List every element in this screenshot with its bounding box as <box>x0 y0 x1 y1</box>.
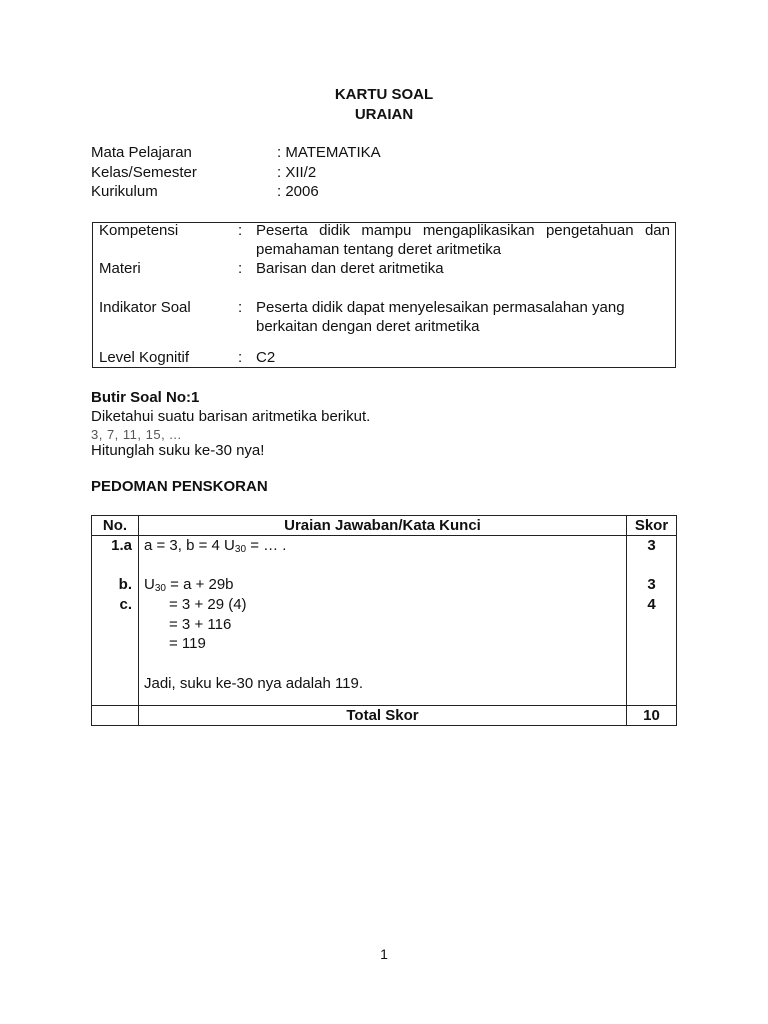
indicator-line-2: berkaitan dengan deret aritmetika <box>256 318 480 335</box>
answer-line-3-subscript: 30 <box>154 583 166 595</box>
score-item <box>627 654 676 674</box>
material-value: Barisan dan deret aritmetika <box>256 260 444 277</box>
number-item <box>92 556 138 576</box>
score-item: 4 <box>647 596 656 614</box>
score-cell <box>627 536 677 706</box>
answer-conclusion: Jadi, suku ke-30 nya adalah 119. <box>144 674 364 692</box>
number-item <box>92 615 138 635</box>
scoring-table <box>91 515 677 726</box>
subject-label: Mata Pelajaran <box>91 144 192 161</box>
answer-line-3 <box>139 575 626 595</box>
scoring-body-row <box>92 536 677 706</box>
answer-line-6: = 119 <box>144 635 206 653</box>
scoring-header-row <box>92 516 677 536</box>
competency-line-1: Peserta didik mampu mengaplikasikan pengetahuan dan <box>256 222 670 239</box>
total-label: Total Skor <box>139 706 627 726</box>
subject-value: : MATEMATIKA <box>277 144 381 161</box>
number-item: b. <box>118 576 132 594</box>
question-sequence: 3, 7, 11, 15, ... <box>91 427 182 442</box>
question-line-1: Diketahui suatu barisan aritmetika berikut. <box>91 408 371 425</box>
score-item <box>627 674 676 694</box>
score-item <box>627 615 676 635</box>
cognitive-colon: : <box>238 349 243 366</box>
answer-line-1-subscript: 30 <box>234 544 247 555</box>
answer-line-1-end: = … . <box>246 537 287 554</box>
curriculum-label: Kurikulum <box>91 183 158 200</box>
class-label: Kelas/Semester <box>91 164 197 181</box>
number-item <box>92 654 138 674</box>
score-item <box>627 634 676 654</box>
page-subtitle: URAIAN <box>354 106 414 123</box>
material-colon: : <box>238 260 243 277</box>
material-label: Materi <box>99 260 141 277</box>
scoring-heading: PEDOMAN PENSKORAN <box>91 478 268 495</box>
score-item <box>627 556 676 576</box>
number-item: 1.a <box>111 537 132 554</box>
page-title: KARTU SOAL <box>334 86 434 103</box>
answer-line-5: = 3 + 116 <box>144 615 232 633</box>
curriculum-value: : 2006 <box>277 183 319 200</box>
cognitive-value: C2 <box>256 349 276 366</box>
answer-line-3-end: = a + 29b <box>165 576 234 594</box>
indicator-label: Indikator Soal <box>99 299 191 316</box>
answer-line-1 <box>139 536 626 556</box>
indicator-colon: : <box>238 299 243 316</box>
total-value: 10 <box>627 706 677 726</box>
competency-line-2: pemahaman tentang deret aritmetika <box>256 241 502 258</box>
number-item: c. <box>119 596 132 614</box>
total-empty-cell <box>92 706 139 726</box>
answer-line-4: = 3 + 29 (4) <box>144 596 247 614</box>
col-no-header: No. <box>92 516 139 536</box>
answer-cell <box>139 536 627 706</box>
indicator-line-1: Peserta didik dapat menyelesaikan permasalahan yang <box>256 299 625 316</box>
number-item <box>92 674 138 694</box>
total-row <box>92 706 677 726</box>
cognitive-label: Level Kognitif <box>99 349 190 366</box>
answer-line-1-main: a = 3, b = 4 U <box>144 537 235 554</box>
answer-line-blank <box>139 654 626 674</box>
answer-line-blank <box>139 556 626 576</box>
competency-label: Kompetensi <box>99 222 179 239</box>
page-number: 1 <box>380 946 388 962</box>
number-cell <box>92 536 139 706</box>
competency-colon: : <box>238 222 243 239</box>
answer-line-3-main: U <box>144 576 155 594</box>
score-item: 3 <box>647 537 656 554</box>
number-item <box>92 634 138 654</box>
col-score-header: Skor <box>627 516 677 536</box>
score-item: 3 <box>647 576 656 594</box>
question-line-3: Hitunglah suku ke-30 nya! <box>91 442 265 459</box>
question-heading: Butir Soal No:1 <box>91 389 200 406</box>
col-answer-header: Uraian Jawaban/Kata Kunci <box>139 516 627 536</box>
class-value: : XII/2 <box>277 164 317 181</box>
